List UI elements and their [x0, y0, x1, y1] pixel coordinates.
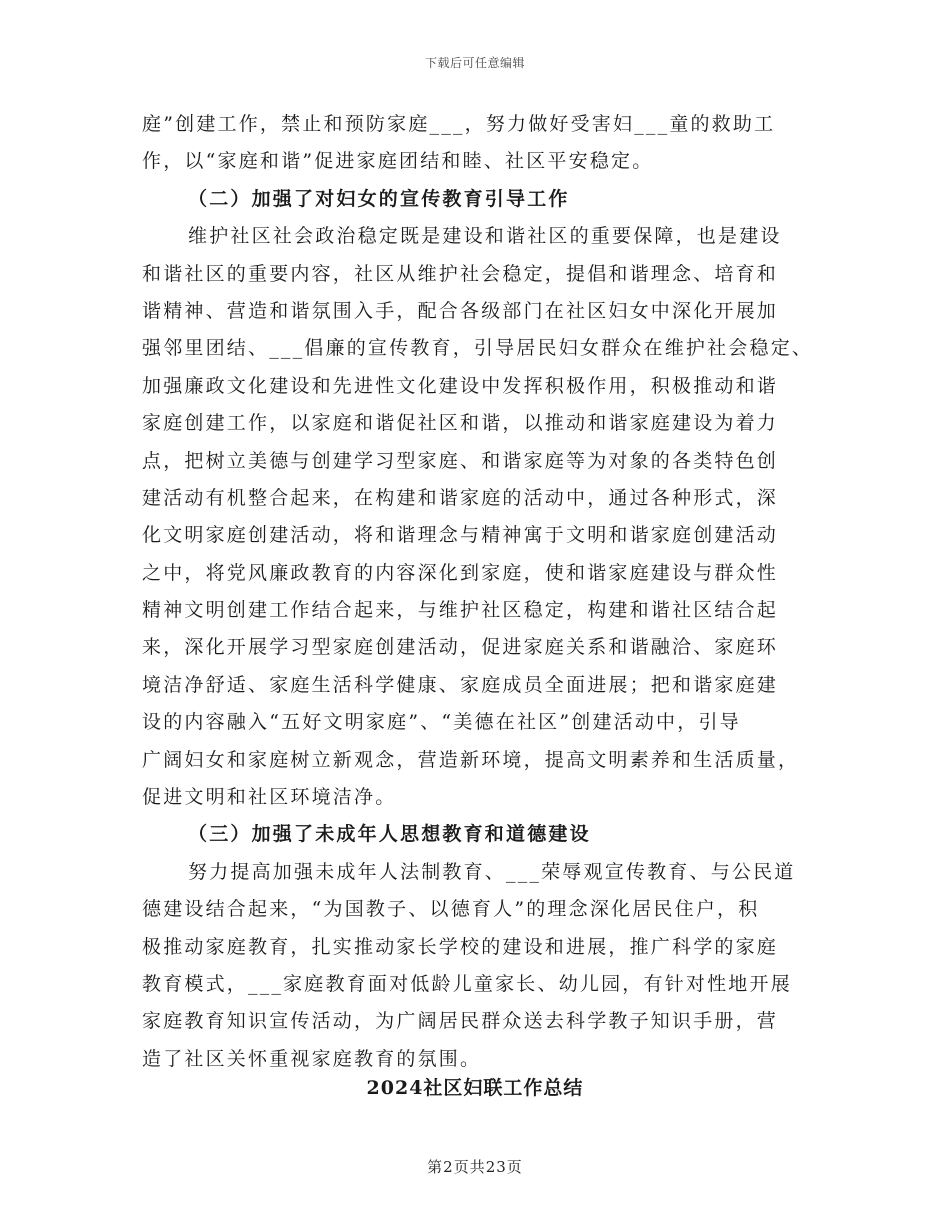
paragraph-line: 来，深化开展学习型家庭创建活动，促进家庭关系和谐融洽、家庭环: [142, 636, 779, 659]
page-header: 下载后可任意编辑: [424, 56, 525, 70]
section-heading-2: （二）加强了对妇女的宣传教育引导工作: [188, 187, 570, 210]
paragraph-line: 努力提高加强未成年人法制教育、___荣辱观宣传教育、与公民道: [188, 860, 796, 883]
paragraph-line: 境洁净舒适、家庭生活科学健康、家庭成员全面进展；把和谐家庭建: [142, 673, 779, 696]
document-title: 2024社区妇联工作总结: [366, 1077, 584, 1099]
paragraph-line: 强邻里团结、___倡廉的宣传教育，引导居民妇女群众在维护社会稳定、: [142, 337, 814, 360]
paragraph-line: 家庭教育知识宣传活动，为广阔居民群众送去科学教子知识手册，营: [142, 1010, 779, 1033]
paragraph-line: 和谐社区的重要内容，社区从维护社会稳定，提倡和谐理念、培育和: [142, 262, 779, 285]
paragraph-line: 精神文明创建工作结合起来，与维护社区稳定，构建和谐社区结合起: [142, 599, 779, 622]
paragraph-line: 极推动家庭教育，扎实推动家长学校的建设和进展，推广科学的家庭: [142, 935, 779, 958]
document-body: [142, 106, 832, 1078]
paragraph-line: 作，以“家庭和谐”促进家庭团结和睦、社区平安稳定。: [142, 150, 654, 173]
section-heading-3: （三）加强了未成年人思想教育和道德建设: [188, 823, 591, 846]
paragraph-line: 设的内容融入“五好文明家庭”、“美德在社区”创建活动中，引导: [142, 711, 741, 734]
paragraph-line: 化文明家庭创建活动，将和谐理念与精神寓于文明和谐家庭创建活动: [142, 524, 779, 547]
paragraph-line: 德建设结合起来，“为国教子、以德育人”的理念深化居民住户，积: [142, 898, 760, 921]
paragraph-line: 谐精神、营造和谐氛围入手，配合各级部门在社区妇女中深化开展加: [142, 299, 779, 322]
paragraph-line: 加强廉政文化建设和先进性文化建设中发挥积极作用，积极推动和谐: [142, 374, 779, 397]
paragraph-line: 建活动有机整合起来，在构建和谐家庭的活动中，通过各种形式，深: [142, 486, 779, 509]
paragraph-line: 广阔妇女和家庭树立新观念，营造新环境，提高文明素养和生活质量，: [142, 748, 800, 771]
paragraph-line: 教育模式，___家庭教育面对低龄儿童家长、幼儿园，有针对性地开展: [142, 972, 792, 995]
page-number-footer: 第2页共23页: [427, 1158, 523, 1176]
paragraph-line: 造了社区关怀重视家庭教育的氛围。: [142, 1047, 482, 1070]
paragraph-line: 促进文明和社区环境洁净。: [142, 786, 397, 809]
paragraph-line: 维护社区社会政治稳定既是建设和谐社区的重要保障，也是建设: [188, 225, 782, 248]
paragraph-line: 庭”创建工作，禁止和预防家庭___，努力做好受害妇___童的救助工: [142, 113, 776, 135]
paragraph-line: 之中，将党风廉政教育的内容深化到家庭，使和谐家庭建设与群众性: [142, 561, 779, 584]
paragraph-line: 点，把树立美德与创建学习型家庭、和谐家庭等为对象的各类特色创: [142, 449, 779, 472]
paragraph-line: 家庭创建工作，以家庭和谐促社区和谐，以推动和谐家庭建设为着力: [142, 412, 779, 435]
